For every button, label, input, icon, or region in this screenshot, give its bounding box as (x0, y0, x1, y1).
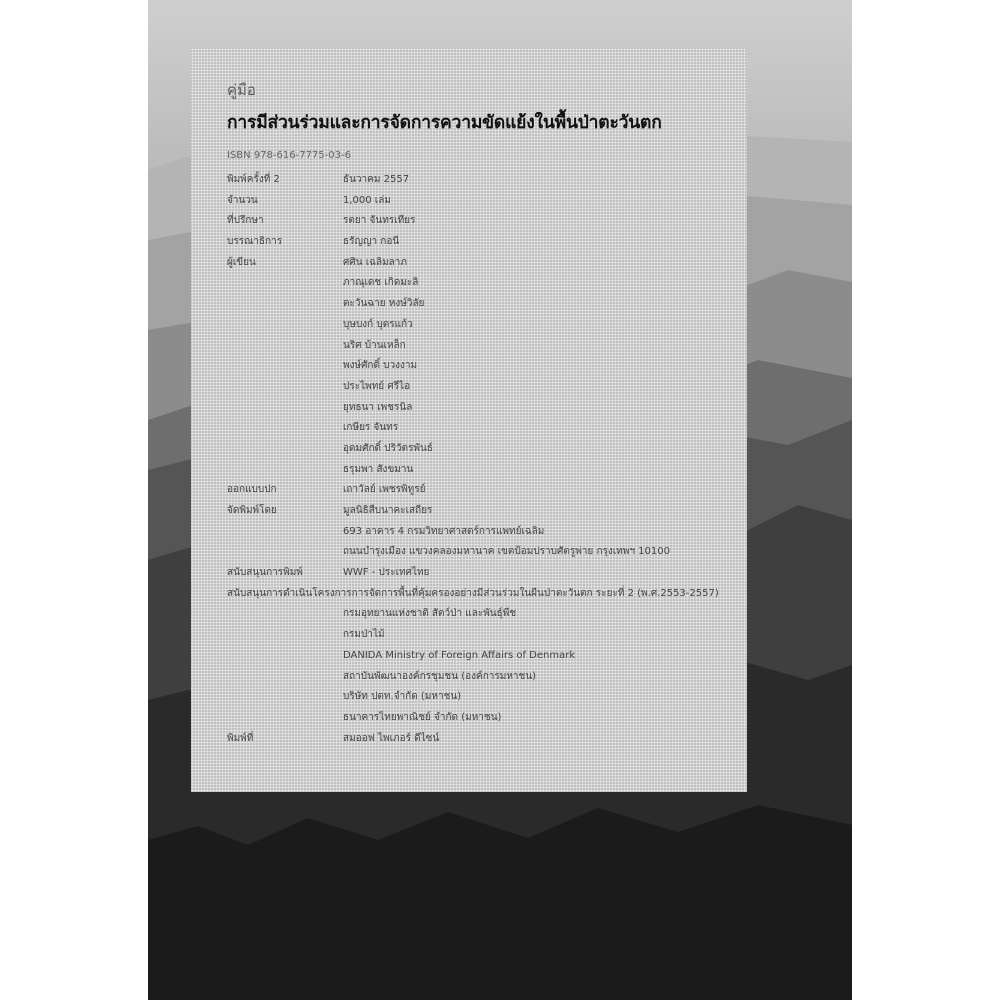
colophon-label (227, 273, 343, 294)
colophon-value: ธรัญญา กอนี (343, 236, 400, 248)
colophon-row (227, 460, 711, 481)
colophon-row (227, 336, 711, 357)
colophon-value: 693 อาคาร 4 กรมวิทยาศาสตร์การแพทย์เฉลิม (343, 525, 545, 537)
colophon-label (227, 439, 343, 460)
colophon-value: WWF - ประเทศไทย (343, 567, 430, 579)
colophon-value: รตยา จันทรเทียร (343, 215, 416, 227)
colophon-row (227, 398, 711, 419)
colophon-value: ภาณุเดช เกิดมะลิ (343, 277, 419, 289)
colophon-row (227, 273, 711, 294)
colophon-value: การจัดการพื้นที่คุ้มครองอย่างมีส่วนร่วมในผืนป่าตะวันตก ระยะที่ 2 (พ.ศ.2553-2557) (351, 587, 719, 599)
colophon-row (227, 315, 711, 336)
colophon-row (227, 708, 711, 729)
colophon-label: บรรณาธิการ (227, 236, 283, 248)
colophon-label (227, 542, 343, 563)
colophon-label (227, 377, 343, 398)
colophon-value: ธรุมพา สังขมาน (343, 463, 414, 475)
colophon-label (227, 294, 343, 315)
colophon-value: ศศิน เฉลิมลาภ (343, 256, 407, 268)
colophon-label (227, 356, 343, 377)
colophon-row (227, 418, 711, 439)
colophon-label (227, 625, 343, 646)
colophon-label: ผู้เขียน (227, 256, 256, 268)
colophon-value: ตะวันฉาย หงษ์วิลัย (343, 298, 425, 310)
colophon-value: DANIDA Ministry of Foreign Affairs of Denmark (343, 649, 576, 661)
colophon-value: บริษัท ปตท.จำกัด (มหาชน) (343, 691, 462, 703)
colophon-row (227, 646, 711, 667)
colophon-panel (191, 48, 747, 792)
colophon-value: นริศ บ้านเหล็ก (343, 339, 406, 351)
colophon-value: กรมป่าไม้ (343, 629, 385, 641)
colophon-value: เกษียร จันทร (343, 422, 399, 434)
colophon-value: สถาบันพัฒนาองค์กรชุมชน (องค์การมหาชน) (343, 670, 537, 682)
colophon-rows (227, 170, 719, 749)
colophon-label (227, 522, 343, 543)
colophon-value: ยุทธนา เพชรนิล (343, 401, 413, 413)
colophon-value: กรมอุทยานแห่งชาติ สัตว์ป่า และพันธุ์พืช (343, 608, 517, 620)
colophon-row (227, 294, 711, 315)
colophon-row (227, 480, 711, 501)
colophon-value: ธันวาคม 2557 (343, 174, 410, 185)
colophon-row (227, 439, 711, 460)
colophon-value: บุษบงก์ บุตรแก้ว (343, 318, 413, 330)
colophon-row (227, 522, 711, 543)
colophon-label: สนับสนุนการดำเนินโครงการ (227, 587, 352, 599)
colophon-label (227, 398, 343, 419)
colophon-value: ประไพทย์ ศรีไอ (343, 380, 411, 392)
colophon-row (227, 211, 711, 232)
colophon-value: มูลนิธิสืบนาคะเสถียร (343, 505, 433, 516)
colophon-value: สมออฟ ไพเภอร์ ดีไซน์ (343, 732, 440, 744)
colophon-row (227, 191, 711, 212)
colophon-label (227, 708, 343, 729)
colophon-label: จัดพิมพ์โดย (227, 505, 277, 516)
colophon-label (227, 460, 343, 481)
document-title: การมีส่วนร่วมและการจัดการความขัดแย้งในพื้นป่าตะวันตก (227, 113, 662, 133)
colophon-row (227, 729, 711, 750)
colophon-label (227, 604, 343, 625)
colophon-row (227, 170, 711, 191)
colophon-label: พิมพ์ครั้งที่ 2 (227, 174, 280, 185)
colophon-label (227, 418, 343, 439)
colophon-label (227, 315, 343, 336)
colophon-label: พิมพ์ที่ (227, 732, 254, 744)
book-page (148, 0, 852, 1000)
colophon-row (227, 584, 719, 605)
colophon-label: ออกแบบปก (227, 484, 277, 496)
colophon-label: จำนวน (227, 194, 258, 206)
colophon-value: อุดมศักดิ์ ปริวัตรพันธ์ (343, 442, 433, 454)
colophon-row (227, 687, 711, 708)
colophon-row (227, 356, 711, 377)
colophon-value: พงษ์ศักดิ์ บวงงาม (343, 360, 418, 372)
colophon-row (227, 542, 711, 563)
colophon-label (227, 687, 343, 708)
colophon-row (227, 563, 711, 584)
colophon-row (227, 667, 711, 688)
colophon-value: เถาวัลย์ เพชรพิทูรย์ (343, 484, 426, 496)
colophon-value: 1,000 เล่ม (343, 194, 391, 206)
colophon-label (227, 646, 343, 667)
colophon-label: สนับสนุนการพิมพ์ (227, 567, 303, 579)
colophon-row (227, 377, 711, 398)
colophon-value: ธนาคารไทยพาณิชย์ จำกัด (มหาชน) (343, 711, 502, 723)
isbn: ISBN 978-616-7775-03-6 (227, 150, 351, 161)
document-kicker: คู่มือ (227, 81, 256, 99)
colophon-row (227, 625, 711, 646)
colophon-row (227, 253, 711, 274)
colophon-row (227, 604, 711, 625)
colophon-row (227, 232, 711, 253)
colophon-label (227, 667, 343, 688)
colophon-label (227, 336, 343, 357)
colophon-row (227, 501, 711, 522)
colophon-value: ถนนบำรุงเมือง แขวงคลองมหานาค เขตป้อมปราบศัตรูพ่าย กรุงเทพฯ 10100 (343, 546, 670, 558)
colophon-label: ที่ปรึกษา (227, 215, 264, 227)
